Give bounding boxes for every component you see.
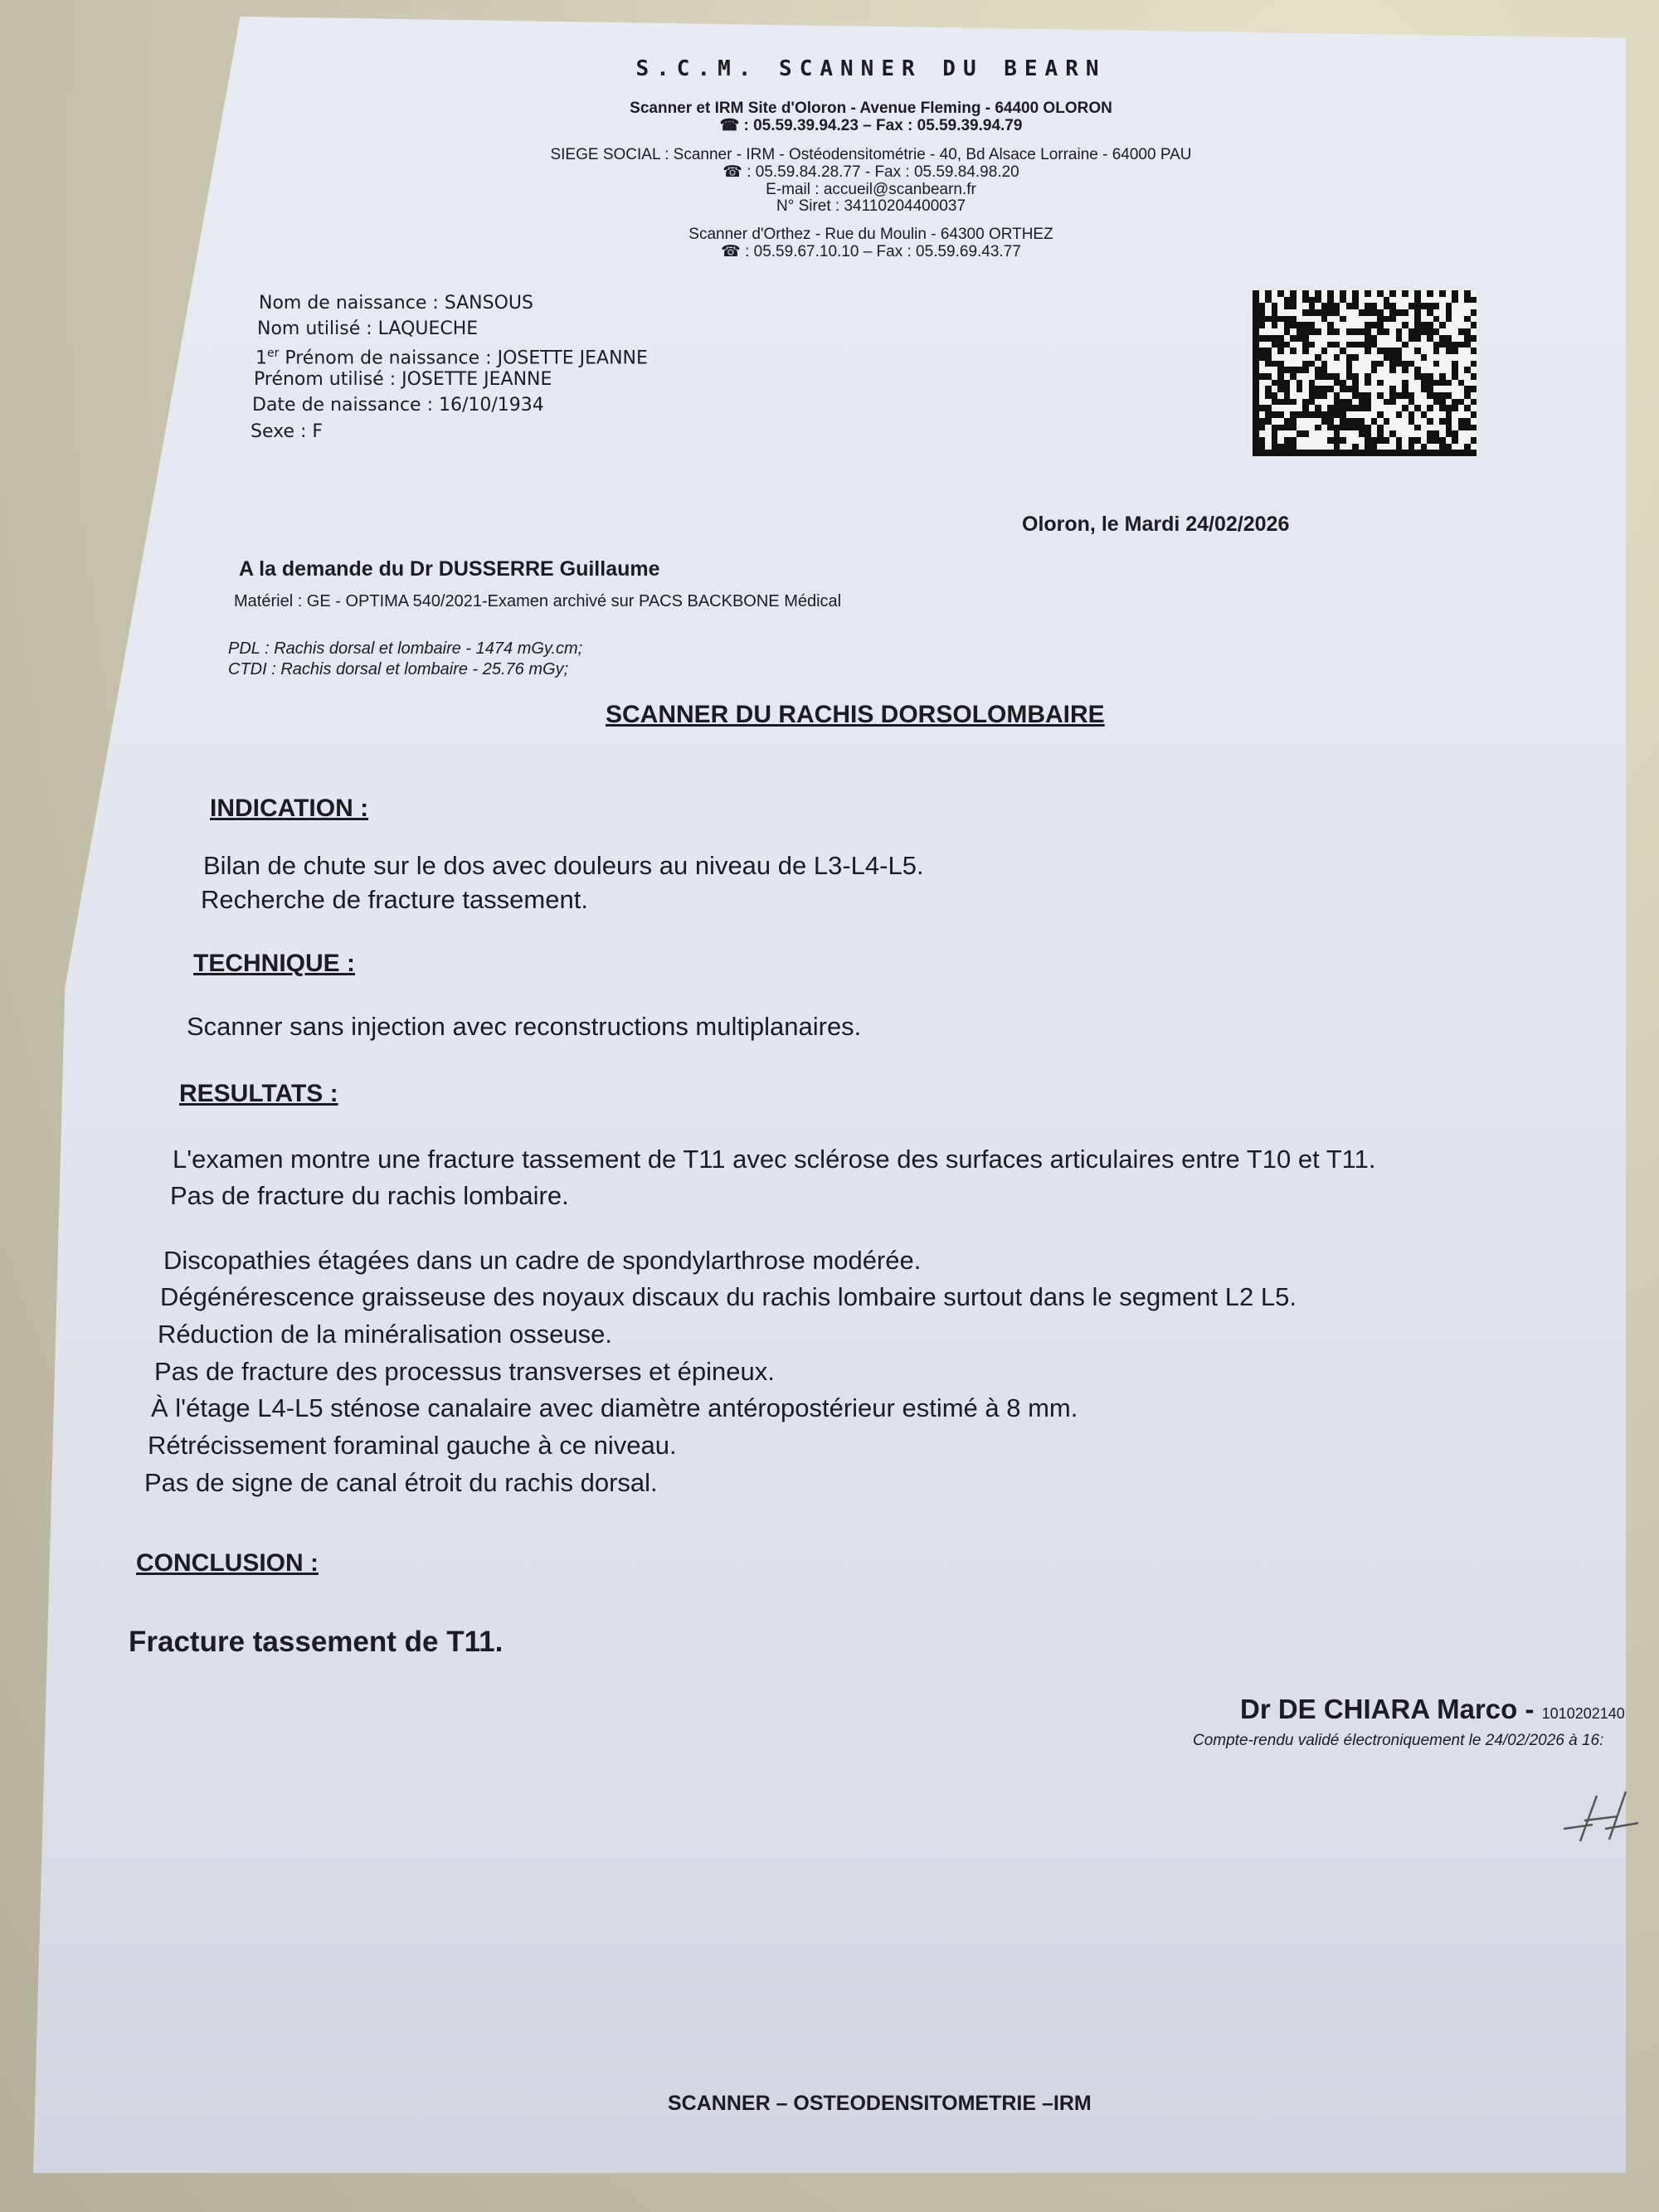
dose-ctdi: CTDI : Rachis dorsal et lombaire - 25.76 mGy; bbox=[228, 660, 569, 678]
result-line: Pas de fracture des processus transverses et épineux. bbox=[154, 1357, 775, 1386]
used-name: Nom utilisé : LAQUECHE bbox=[257, 318, 479, 339]
oloron-address: Scanner et IRM Site d'Oloron - Avenue Fleming - 64400 OLORON bbox=[630, 100, 1112, 117]
exam-title: SCANNER DU RACHIS DORSOLOMBAIRE bbox=[606, 701, 1105, 728]
orthez-address: Scanner d'Orthez - Rue du Moulin - 64300 ORTHEZ bbox=[688, 226, 1053, 243]
dose-info bbox=[228, 639, 582, 680]
birth-first-name: 1er Prénom de naissance : JOSETTE JEANNE bbox=[255, 347, 648, 369]
technique-heading: TECHNIQUE : bbox=[193, 950, 355, 977]
conclusion-heading: CONCLUSION : bbox=[136, 1549, 319, 1577]
used-first-name: Prénom utilisé : JOSETTE JEANNE bbox=[254, 369, 552, 390]
requesting-doctor: A la demande du Dr DUSSERRE Guillaume bbox=[239, 557, 660, 581]
conclusion-text: Fracture tassement de T11. bbox=[129, 1626, 504, 1658]
clinic-siret: N° Siret : 34110204400037 bbox=[776, 197, 966, 215]
resultats-heading: RESULTATS : bbox=[179, 1080, 338, 1107]
technique-line: Scanner sans injection avec reconstructions multiplanaires. bbox=[187, 1012, 862, 1041]
footer: SCANNER – OSTEODENSITOMETRIE –IRM bbox=[668, 2092, 1092, 2115]
birth-date: Date de naissance : 16/10/1934 bbox=[252, 395, 544, 416]
siege-address: SIEGE SOCIAL : Scanner - IRM - Ostéodensitométrie - 40, Bd Alsace Lorraine - 64000 PAU bbox=[550, 146, 1192, 163]
siege-phone: ☎ : 05.59.84.28.77 - Fax : 05.59.84.98.20 bbox=[722, 163, 1019, 181]
result-line: Rétrécissement foraminal gauche à ce niveau. bbox=[148, 1431, 677, 1460]
result-line: Discopathies étagées dans un cadre de spondylarthrose modérée. bbox=[163, 1246, 922, 1275]
oloron-phone: ☎ : 05.59.39.94.23 – Fax : 05.59.39.94.79 bbox=[719, 117, 1023, 134]
validation-note: Compte-rendu validé électroniquement le 24/02/2026 à 16: bbox=[1193, 1732, 1604, 1749]
indication-line: Bilan de chute sur le dos avec douleurs au niveau de L3-L4-L5. bbox=[203, 851, 924, 880]
signing-doctor: Dr DE CHIARA Marco - 1010202140 bbox=[1240, 1694, 1625, 1724]
result-line: Dégénérescence graisseuse des noyaux discaux du rachis lombaire surtout dans le segment L2 L5. bbox=[160, 1282, 1297, 1311]
clinic-name: S.C.M. SCANNER DU BEARN bbox=[635, 56, 1107, 81]
signature-mark bbox=[1559, 1783, 1642, 1845]
indication-heading: INDICATION : bbox=[210, 795, 369, 822]
result-line: À l'étage L4-L5 sténose canalaire avec diamètre antéropostérieur estimé à 8 mm. bbox=[151, 1393, 1078, 1422]
datamatrix-code bbox=[1253, 290, 1477, 456]
clinic-email: E-mail : accueil@scanbearn.fr bbox=[766, 181, 976, 198]
birth-name: Nom de naissance : SANSOUS bbox=[259, 293, 533, 314]
result-line: Réduction de la minéralisation osseuse. bbox=[158, 1320, 612, 1349]
dose-pdl: PDL : Rachis dorsal et lombaire - 1474 mGy.cm; bbox=[228, 639, 583, 658]
result-line: Pas de fracture du rachis lombaire. bbox=[170, 1181, 569, 1210]
orthez-phone: ☎ : 05.59.67.10.10 – Fax : 05.59.69.43.77 bbox=[721, 243, 1021, 260]
report-date: Oloron, le Mardi 24/02/2026 bbox=[1022, 513, 1290, 536]
result-line: Pas de signe de canal étroit du rachis dorsal. bbox=[144, 1468, 658, 1497]
result-line: L'examen montre une fracture tassement de T11 avec sclérose des surfaces articulaires entre T10 et T11. bbox=[173, 1145, 1376, 1174]
equipment-info: Matériel : GE - OPTIMA 540/2021-Examen archivé sur PACS BACKBONE Médical bbox=[234, 592, 842, 610]
sex: Sexe : F bbox=[251, 421, 324, 442]
indication-line: Recherche de fracture tassement. bbox=[201, 885, 588, 914]
